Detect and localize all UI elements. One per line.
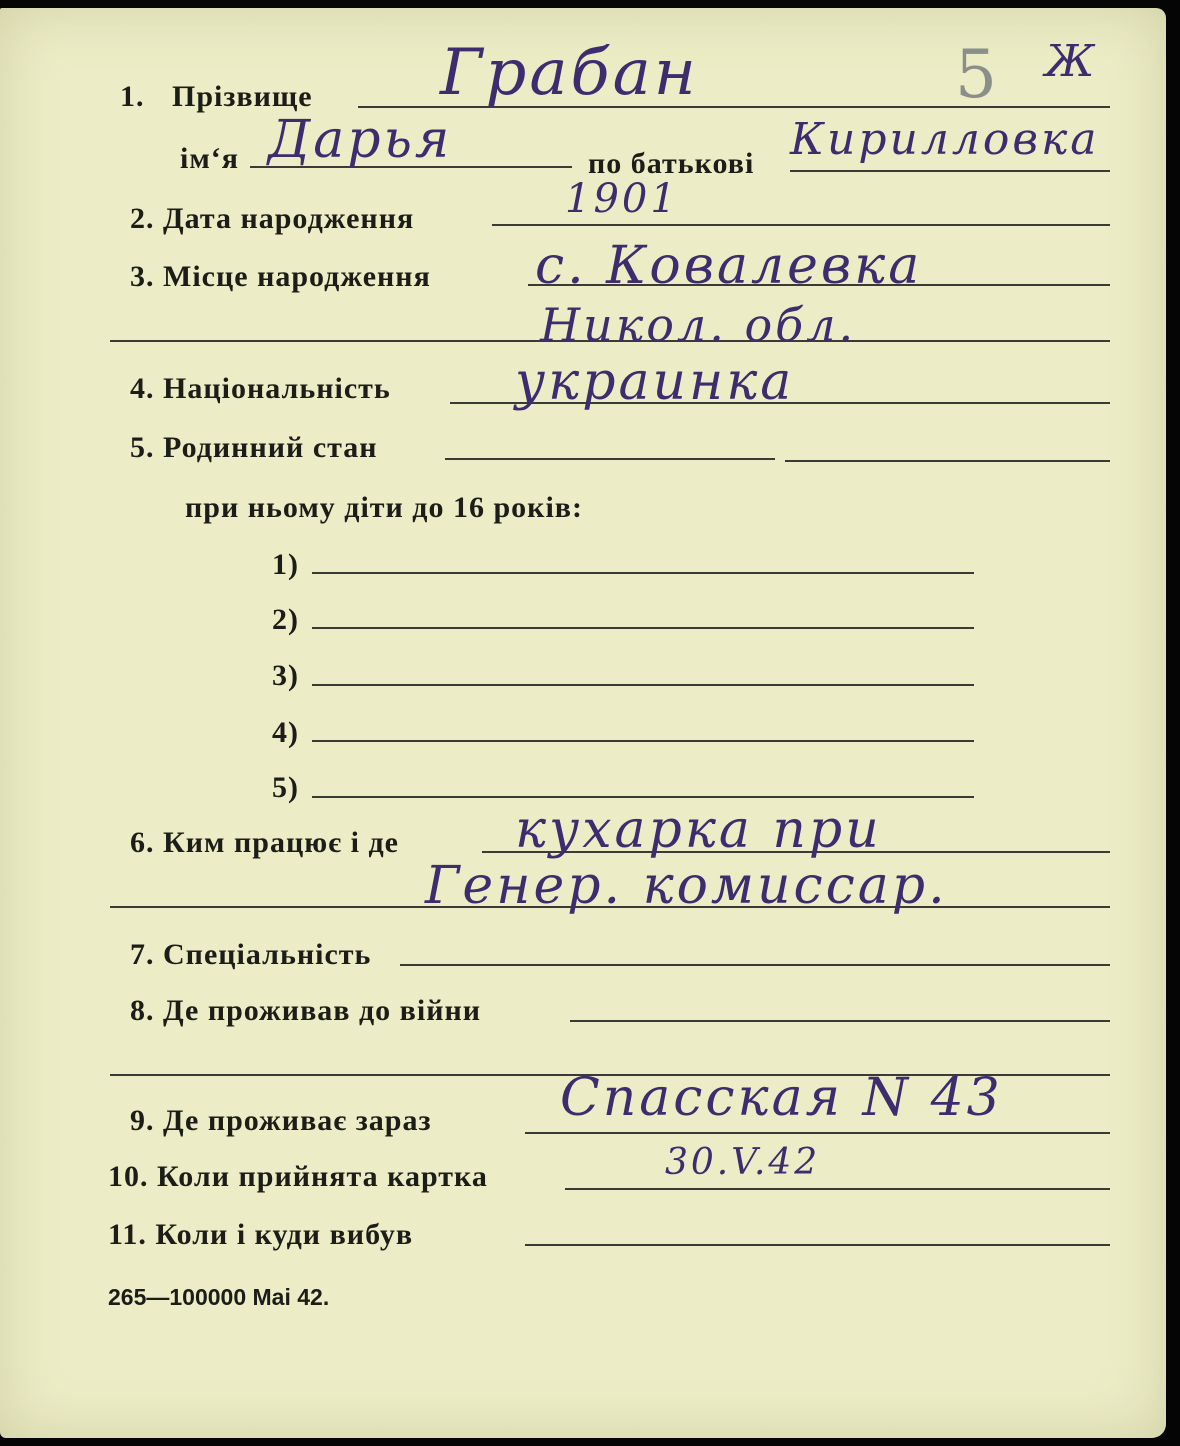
print-run-footer: 265—100000 Mai 42. — [108, 1284, 330, 1310]
child-4-label: 4) — [272, 716, 299, 749]
marital-line-a — [445, 458, 775, 460]
marital-line-b — [785, 460, 1110, 462]
child-3-label: 3) — [272, 659, 299, 692]
child-1-label: 1) — [272, 548, 299, 581]
child-5-label: 5) — [272, 771, 299, 804]
field-2-label: 2. Дата народження — [130, 202, 415, 235]
card-date-line — [565, 1188, 1110, 1190]
child-5-line — [312, 796, 974, 798]
field-1-number: 1. — [120, 80, 145, 113]
handwritten-patronymic: Кирилловка — [790, 114, 1100, 165]
field-7-label: 7. Спеціальність — [130, 938, 372, 971]
field-11-label: 11. Коли і куди вибув — [108, 1218, 414, 1251]
handwritten-surname: Грабан — [440, 36, 699, 110]
field-5-label: 5. Родинний стан — [130, 431, 378, 464]
corner-mark: Ж — [1045, 36, 1098, 87]
registration-card — [0, 8, 1166, 1438]
children-heading: при ньому діти до 16 років: — [185, 491, 583, 524]
handwritten-name: Дарья — [268, 110, 453, 170]
handwritten-card-date: 30.V.42 — [665, 1142, 821, 1183]
field-10-label: 10. Коли прийнята картка — [108, 1160, 488, 1193]
handwritten-work-1: кухарка при — [515, 800, 882, 860]
handwritten-nationality: украинка — [515, 352, 795, 412]
corner-number: 5 — [955, 36, 1000, 113]
field-3-label: 3. Місце народження — [130, 260, 431, 293]
field-4-label: 4. Національність — [130, 372, 391, 405]
birthdate-line — [492, 224, 1110, 226]
child-1-line — [312, 572, 974, 574]
handwritten-current-residence: Спасская N 43 — [560, 1068, 1003, 1128]
field-6-label: 6. Ким працює і де — [130, 826, 399, 859]
child-4-line — [312, 740, 974, 742]
field-1-patronymic-label: по батькові — [588, 147, 755, 180]
departure-line — [525, 1244, 1110, 1246]
patronymic-line — [790, 170, 1110, 172]
field-1-surname-label: Прізвище — [172, 80, 313, 113]
handwritten-birthplace-1: с. Ковалевка — [535, 236, 923, 296]
handwritten-work-2: Генер. комиссар. — [425, 856, 948, 916]
child-2-label: 2) — [272, 603, 299, 636]
field-8-label: 8. Де проживав до війни — [130, 994, 482, 1027]
child-3-line — [312, 684, 974, 686]
prewar-residence-line-1 — [570, 1020, 1110, 1022]
specialty-line — [400, 964, 1110, 966]
handwritten-birth-year: 1901 — [565, 176, 679, 222]
handwritten-birthplace-2: Никол. обл. — [540, 298, 857, 352]
field-9-label: 9. Де проживає зараз — [130, 1104, 432, 1137]
field-1-name-label: ім‘я — [180, 142, 239, 175]
child-2-line — [312, 627, 974, 629]
current-residence-line — [525, 1132, 1110, 1134]
